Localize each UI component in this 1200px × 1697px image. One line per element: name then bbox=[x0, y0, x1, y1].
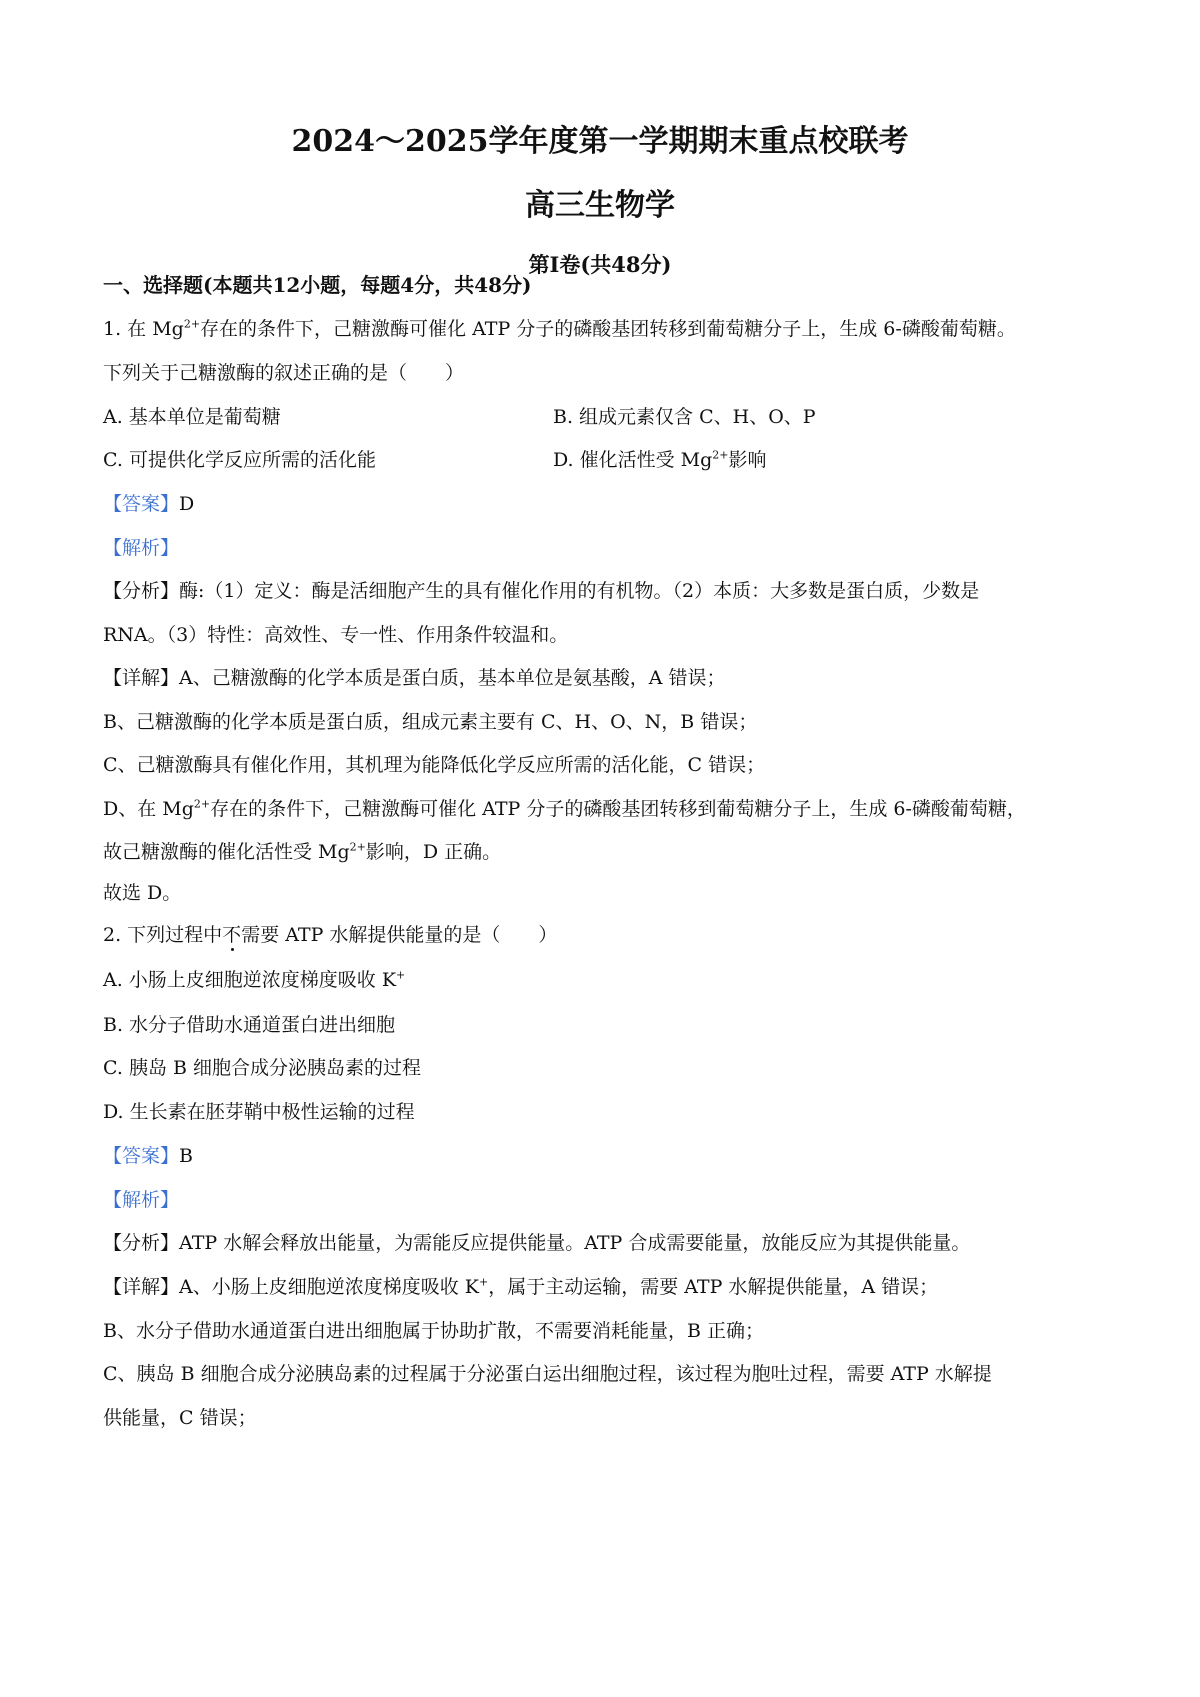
exam-title: 2024～2025学年度第一学期期末重点校联考 bbox=[291, 124, 909, 159]
answer-label: 【答案】 bbox=[103, 493, 180, 515]
answer-value: D bbox=[179, 493, 195, 515]
detail-superscript: 2+ bbox=[193, 797, 211, 811]
q2-fenxi bbox=[103, 1230, 970, 1256]
q1-detail-a bbox=[103, 665, 726, 691]
q2-option-a bbox=[103, 967, 405, 993]
q2-option-a-superscript: + bbox=[396, 968, 406, 982]
q2-option-c: C. 胰岛 B 细胞合成分泌胰岛素的过程 bbox=[103, 1057, 421, 1079]
q1-option-d-superscript: 2+ bbox=[712, 448, 729, 462]
q2-detail-c-line1: C、胰岛 B 细胞合成分泌胰岛素的过程属于分泌蛋白运出细胞过程，该过程为胞吐过程，需要 ATP 水解提 bbox=[103, 1363, 992, 1385]
q1-detail-b: B、己糖激酶的化学本质是蛋白质，组成元素主要有 C、H、O、N，B 错误； bbox=[103, 711, 758, 733]
xiangjie-label: 【详解】 bbox=[103, 1276, 180, 1298]
fenxi-text: 酶:（1）定义：酶是活细胞产生的具有催化作用的有机物。（2）本质：大多数是蛋白质，少数是 bbox=[179, 580, 980, 602]
q2-answer bbox=[103, 1143, 193, 1169]
q1-conclusion: 故选 D。 bbox=[103, 882, 182, 904]
q1-detail-d-line1 bbox=[103, 796, 1026, 822]
q2-detail-b: B、水分子借助水通道蛋白进出细胞属于协助扩散，不需要消耗能量，B 正确； bbox=[103, 1320, 764, 1342]
q1-option-d-text: D. 催化活性受 Mg bbox=[553, 449, 713, 471]
q2-option-a-text: A. 小肠上皮细胞逆浓度梯度吸收 K bbox=[103, 969, 397, 991]
volume-title: 第Ⅰ卷(共48分) bbox=[528, 252, 672, 277]
q1-option-c: C. 可提供化学反应所需的活化能 bbox=[103, 449, 376, 471]
subject-title: 高三生物学 bbox=[525, 188, 675, 223]
answer-value: B bbox=[179, 1145, 193, 1167]
q1-stem-superscript: 2+ bbox=[183, 317, 201, 331]
q1-option-d-text: 影响 bbox=[728, 449, 767, 471]
q1-fenxi-line2: RNA。（3）特性：高效性、专一性、作用条件较温和。 bbox=[103, 624, 569, 646]
detail-text: A、己糖激酶的化学本质是蛋白质，基本单位是氨基酸，A 错误； bbox=[179, 667, 726, 689]
q2-stem-text: 需要 ATP 水解提供能量的是（ ） bbox=[241, 924, 558, 946]
detail-text: 故己糖激酶的催化活性受 Mg bbox=[103, 841, 350, 863]
q1-answer bbox=[103, 491, 194, 517]
q2-option-d: D. 生长素在胚芽鞘中极性运输的过程 bbox=[103, 1101, 415, 1123]
fenxi-label: 【分析】 bbox=[103, 1232, 180, 1254]
q1-stem-text: 1. 在 Mg bbox=[103, 318, 184, 340]
q1-analysis-label: 【解析】 bbox=[103, 537, 180, 559]
q2-detail-c-line2: 供能量，C 错误； bbox=[103, 1407, 257, 1429]
detail-superscript: 2+ bbox=[349, 840, 366, 854]
fenxi-text: ATP 水解会释放出能量，为需能反应提供能量。ATP 合成需要能量，放能反应为其提供能量。 bbox=[179, 1232, 971, 1254]
q1-option-d bbox=[553, 447, 767, 473]
detail-text: D、在 Mg bbox=[103, 798, 194, 820]
q1-option-a: A. 基本单位是葡萄糖 bbox=[103, 406, 281, 428]
q2-stem-text: 2. 下列过程中 bbox=[103, 924, 223, 946]
q2-analysis-label: 【解析】 bbox=[103, 1189, 180, 1211]
q1-stem-line2: 下列关于己糖激酶的叙述正确的是（ ） bbox=[103, 362, 465, 384]
detail-text: 存在的条件下，己糖激酶可催化 ATP 分子的磷酸基团转移到葡萄糖分子上，生成 6-磷酸葡萄糖， bbox=[210, 798, 1026, 820]
q1-detail-c: C、己糖激酶具有催化作用，其机理为能降低化学反应所需的活化能，C 错误； bbox=[103, 754, 766, 776]
detail-text: 影响，D 正确。 bbox=[365, 841, 502, 863]
detail-text: A、小肠上皮细胞逆浓度梯度吸收 K bbox=[179, 1276, 479, 1298]
detail-text: ，属于主动运输，需要 ATP 水解提供能量，A 错误； bbox=[488, 1276, 939, 1298]
q2-detail-a bbox=[103, 1274, 938, 1300]
section-heading: 一、选择题(本题共12小题，每题4分，共48分) bbox=[103, 273, 532, 297]
emphasis-dot-char: 不 bbox=[222, 924, 242, 946]
q1-stem-line1 bbox=[103, 316, 1016, 342]
q2-stem bbox=[103, 922, 557, 948]
q1-detail-d-line2 bbox=[103, 839, 501, 865]
q1-fenxi-line1 bbox=[103, 578, 979, 604]
fenxi-label: 【分析】 bbox=[103, 580, 180, 602]
answer-label: 【答案】 bbox=[103, 1145, 180, 1167]
q2-option-b: B. 水分子借助水通道蛋白进出细胞 bbox=[103, 1014, 396, 1036]
q1-option-b: B. 组成元素仅含 C、H、O、P bbox=[553, 406, 816, 428]
q1-stem-text: 存在的条件下，己糖激酶可催化 ATP 分子的磷酸基团转移到葡萄糖分子上，生成 6-磷酸葡萄糖。 bbox=[200, 318, 1016, 340]
detail-superscript: + bbox=[478, 1275, 489, 1289]
xiangjie-label: 【详解】 bbox=[103, 667, 180, 689]
